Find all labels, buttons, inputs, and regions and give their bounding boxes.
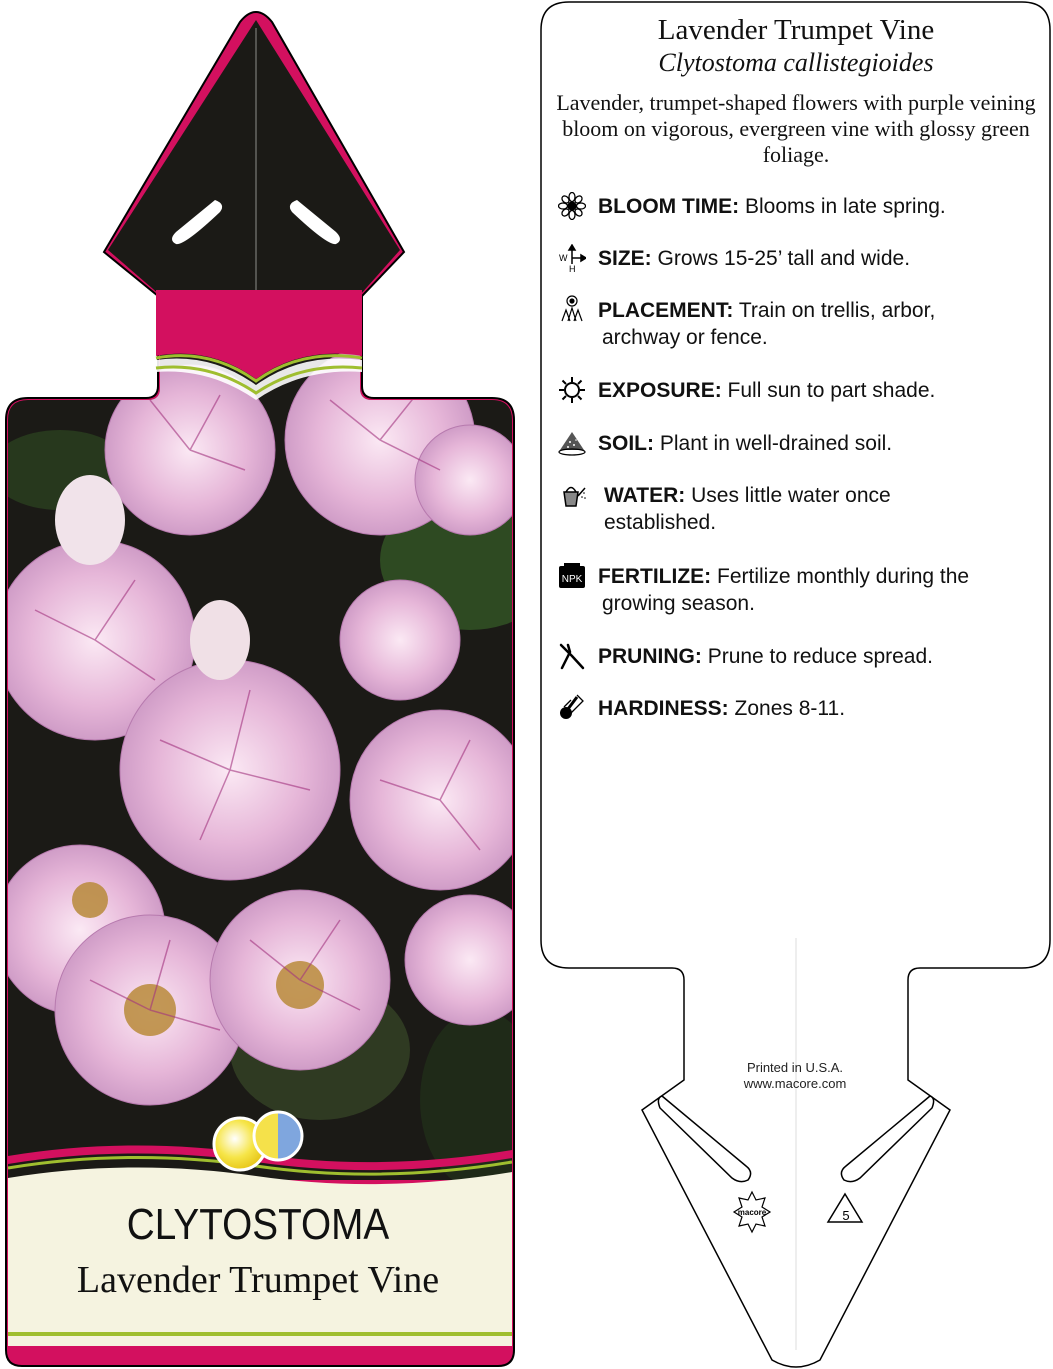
svg-text:5: 5 <box>842 1208 850 1223</box>
care-pruning: PRUNING: Prune to reduce spread. <box>598 645 933 668</box>
fertilizer-icon <box>558 562 586 590</box>
flower-icon <box>558 192 586 220</box>
svg-text:W: W <box>559 253 568 263</box>
soil-icon <box>558 428 586 456</box>
plant-description: Lavender, trumpet-shaped flowers with purple veining bloom on vigorous, evergreen vine with glossy green foliage. <box>556 90 1036 167</box>
svg-text:NPK: NPK <box>561 574 583 585</box>
care-size: SIZE: Grows 15-25’ tall and wide. <box>598 247 911 270</box>
sun-icon <box>558 376 586 404</box>
back-latin-name: Clytostoma callistegioides <box>658 48 934 77</box>
macore-website: www.macore.com <box>743 1076 847 1091</box>
care-exposure: EXPOSURE: Full sun to part shade. <box>598 379 936 402</box>
pruners-icon <box>558 642 586 670</box>
care-water: WATER: Uses little water once established. <box>604 484 891 534</box>
svg-text:H: H <box>569 264 576 272</box>
front-common-name: Lavender Trumpet Vine <box>76 1259 440 1301</box>
macore-logo-text: macore <box>737 1208 767 1217</box>
placement-icon <box>558 294 586 322</box>
size-arrows-icon <box>558 244 586 272</box>
printed-in-usa: Printed in U.S.A. www.macore.com <box>700 1060 890 1092</box>
care-fertilize: FERTILIZE: Fertilize monthly during the growing season. <box>598 565 970 615</box>
back-common-name: Lavender Trumpet Vine <box>657 14 935 46</box>
front-genus-name: CLYTOSTOMA <box>126 1200 390 1249</box>
watering-can-icon <box>558 480 586 508</box>
care-bloom-time: BLOOM TIME: Blooms in late spring. <box>598 195 946 218</box>
care-soil: SOIL: Plant in well-drained soil. <box>598 432 893 455</box>
care-hardiness: HARDINESS: Zones 8-11. <box>598 697 846 720</box>
care-placement: PLACEMENT: Train on trellis, arbor, archway or fence. <box>598 299 936 349</box>
thermometer-icon <box>558 692 586 720</box>
